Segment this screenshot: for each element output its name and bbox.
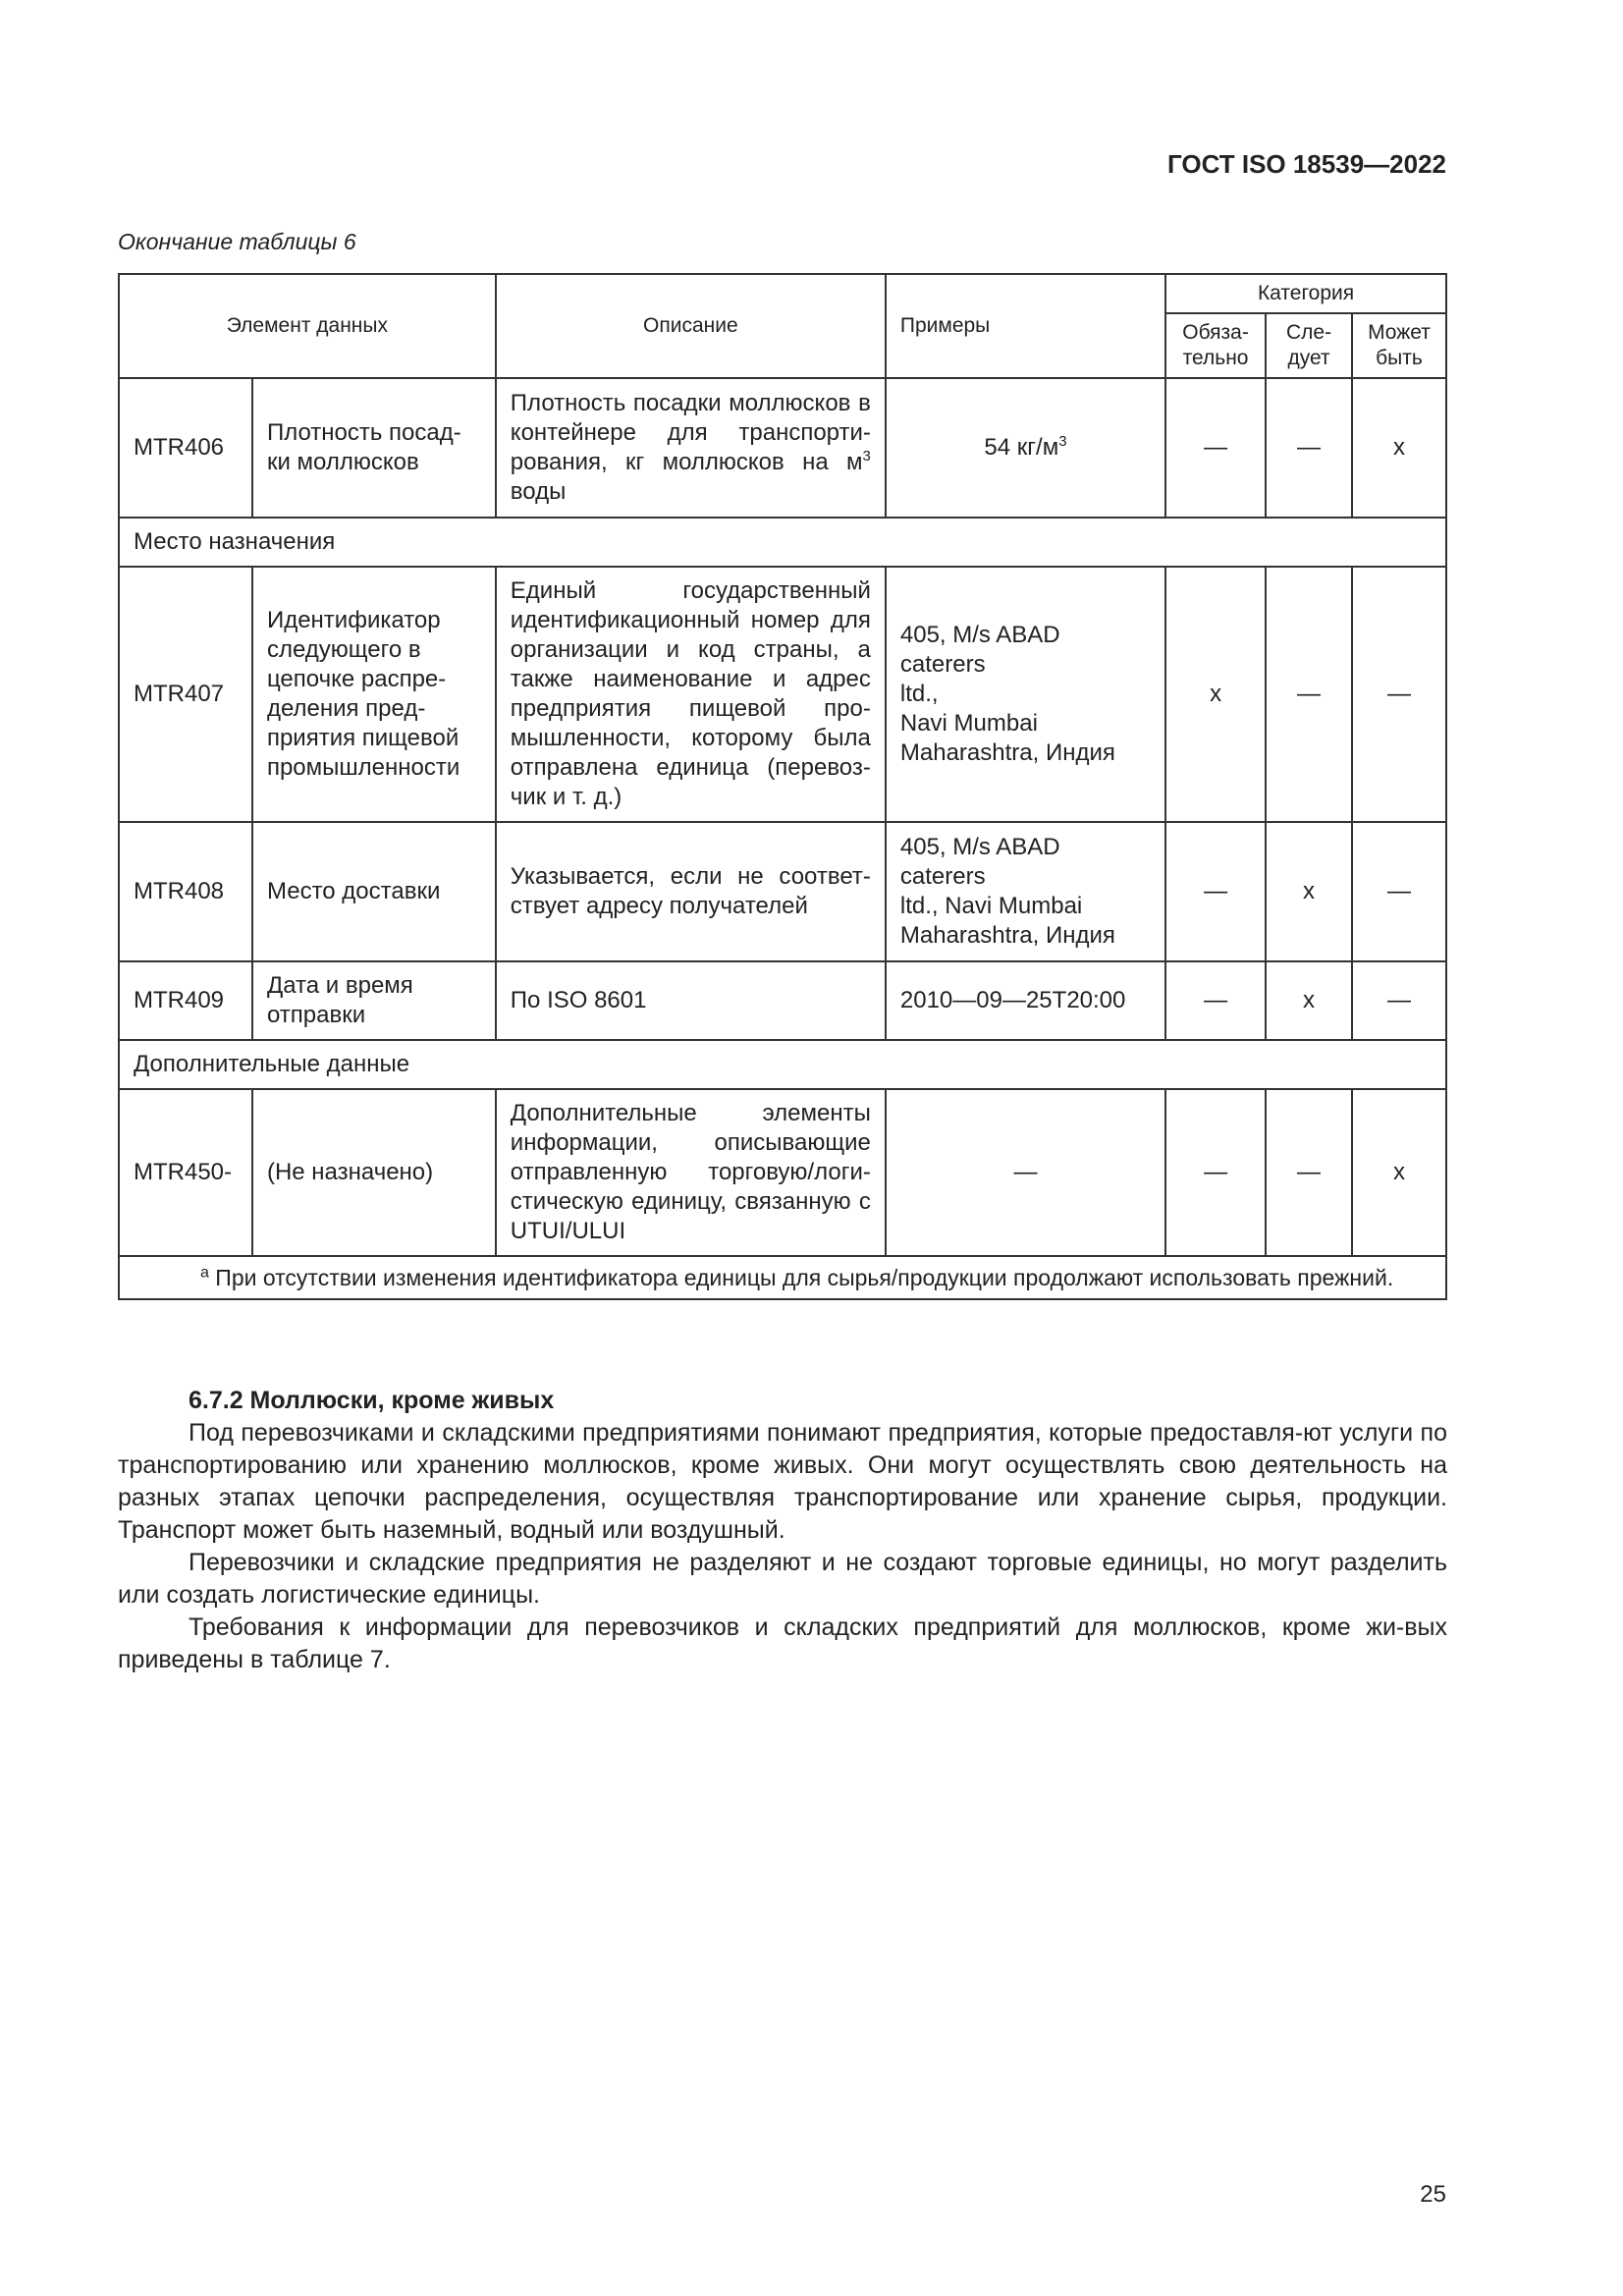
cell-should: — <box>1266 1089 1352 1256</box>
cell-required: — <box>1165 378 1266 518</box>
cell-may: — <box>1352 567 1446 822</box>
cell-should: — <box>1266 567 1352 822</box>
cell-may: — <box>1352 961 1446 1040</box>
cell-name: Место доставки <box>252 822 496 961</box>
cell-required: — <box>1165 961 1266 1040</box>
cell-code: MTR408 <box>119 822 252 961</box>
cell-code: MTR407 <box>119 567 252 822</box>
section-heading: 6.7.2 Моллюски, кроме живых <box>189 1387 555 1414</box>
table-caption: Окончание таблицы 6 <box>118 229 356 254</box>
footnote-row <box>119 1256 1446 1299</box>
page-number: 25 <box>1420 2181 1446 2208</box>
cell-code: MTR409 <box>119 961 252 1040</box>
header-examples: Примеры <box>886 274 1165 378</box>
example-line: caterers <box>899 863 986 890</box>
header-should: Сле-дует <box>1266 313 1352 378</box>
example-line: caterers <box>899 651 986 678</box>
section-row <box>119 1040 1446 1089</box>
cell-required: — <box>1165 1089 1266 1256</box>
table-row <box>119 1089 1446 1256</box>
cell-code: MTR406 <box>119 378 252 518</box>
example-line: ltd., <box>899 681 939 707</box>
example-line: Maharashtra, Индия <box>899 739 1115 766</box>
cell-name: (Не назначено) <box>252 1089 496 1256</box>
section-body <box>118 1385 1447 1676</box>
cell-should: x <box>1266 822 1352 961</box>
cell-description: По ISO 8601 <box>496 961 886 1040</box>
cell-may: x <box>1352 378 1446 518</box>
cell-name: Идентификатор следующего в цепочке распре-деления пред-приятия пищевой промышленности <box>252 567 496 822</box>
table-footnote: $^a$ При отсутствии изменения идентификатора единицы для сырья/продукции продолжают использовать прежний. <box>119 1256 1446 1299</box>
paragraph: Под перевозчиками и складскими предприятиями понимают предприятия, которые предоставля-ют услуги по транспортированию или хранению моллюсков, кроме живых. Они могут осуществлять свою деятельность на разных этапах цепочки распределения, осуществляя транспортирование или хранение сырья, продукции. Транспорт может быть наземный, водный или воздушный. <box>118 1419 1447 1544</box>
header-may: Может быть <box>1352 313 1446 378</box>
cell-required: — <box>1165 822 1266 961</box>
footnote-mark: a <box>200 1264 209 1282</box>
cell-name: Плотность посад-ки моллюсков <box>252 378 496 518</box>
cell-description: Дополнительные элементы информации, описывающие отправленную торговую/логи-стическую единицу, связанную с UTUI/ULUI <box>496 1089 886 1256</box>
data-table <box>118 273 1447 1300</box>
cell-description: Плотность посадки моллюсков в контейнере для транспорти-рования, кг моллюсков на $м^3$ воды <box>496 378 886 518</box>
document-title: ГОСТ ISO 18539—2022 <box>1166 149 1446 179</box>
cell-example: 2010—09—25T20:00 <box>886 961 1165 1040</box>
table-row <box>119 567 1446 822</box>
header-description: Описание <box>496 274 886 378</box>
cell-should: — <box>1266 378 1352 518</box>
header-element: Элемент данных <box>119 274 496 378</box>
section-additional: Дополнительные данные <box>119 1040 1446 1089</box>
cell-name: Дата и время отправки <box>252 961 496 1040</box>
section-destination: Место назначения <box>119 518 1446 567</box>
paragraph: Перевозчики и складские предприятия не разделяют и не создают торговые единицы, но могут разделить или создать логистические единицы. <box>118 1549 1447 1609</box>
table-row <box>119 822 1446 961</box>
cell-code: MTR450- <box>119 1089 252 1256</box>
cell-may: x <box>1352 1089 1446 1256</box>
cell-should: x <box>1266 961 1352 1040</box>
header-category: Категория <box>1165 274 1446 313</box>
paragraph: Требования к информации для перевозчиков и складских предприятий для моллюсков, кроме жи-вых приведены в таблице 7. <box>118 1613 1447 1673</box>
cell-required: x <box>1165 567 1266 822</box>
cell-description: Единый государственный идентификационный номер для организации и код страны, а также наименование и адрес предприятия пищевой про-мышленности, которому была отправлена единица (перевоз-чик и т. д.) <box>496 567 886 822</box>
table-row <box>119 961 1446 1040</box>
example-line: Navi Mumbai <box>899 710 1038 737</box>
header-required: Обяза-тельно <box>1165 313 1266 378</box>
cell-example: 54 $кг/м^3$ <box>886 378 1165 518</box>
cell-description: Указывается, если не соответ-ствует адресу получателей <box>496 822 886 961</box>
cell-example <box>886 567 1165 822</box>
cell-example: — <box>886 1089 1165 1256</box>
cell-may: — <box>1352 822 1446 961</box>
table-row <box>119 378 1446 518</box>
example-line: Maharashtra, Индия <box>899 922 1115 949</box>
cell-example <box>886 822 1165 961</box>
example-line: 405, M/s ABAD <box>899 834 1060 860</box>
example-line: 405, M/s ABAD <box>899 622 1060 648</box>
section-row <box>119 518 1446 567</box>
table-header-row <box>119 274 1446 313</box>
example-line: ltd., Navi Mumbai <box>899 893 1083 919</box>
